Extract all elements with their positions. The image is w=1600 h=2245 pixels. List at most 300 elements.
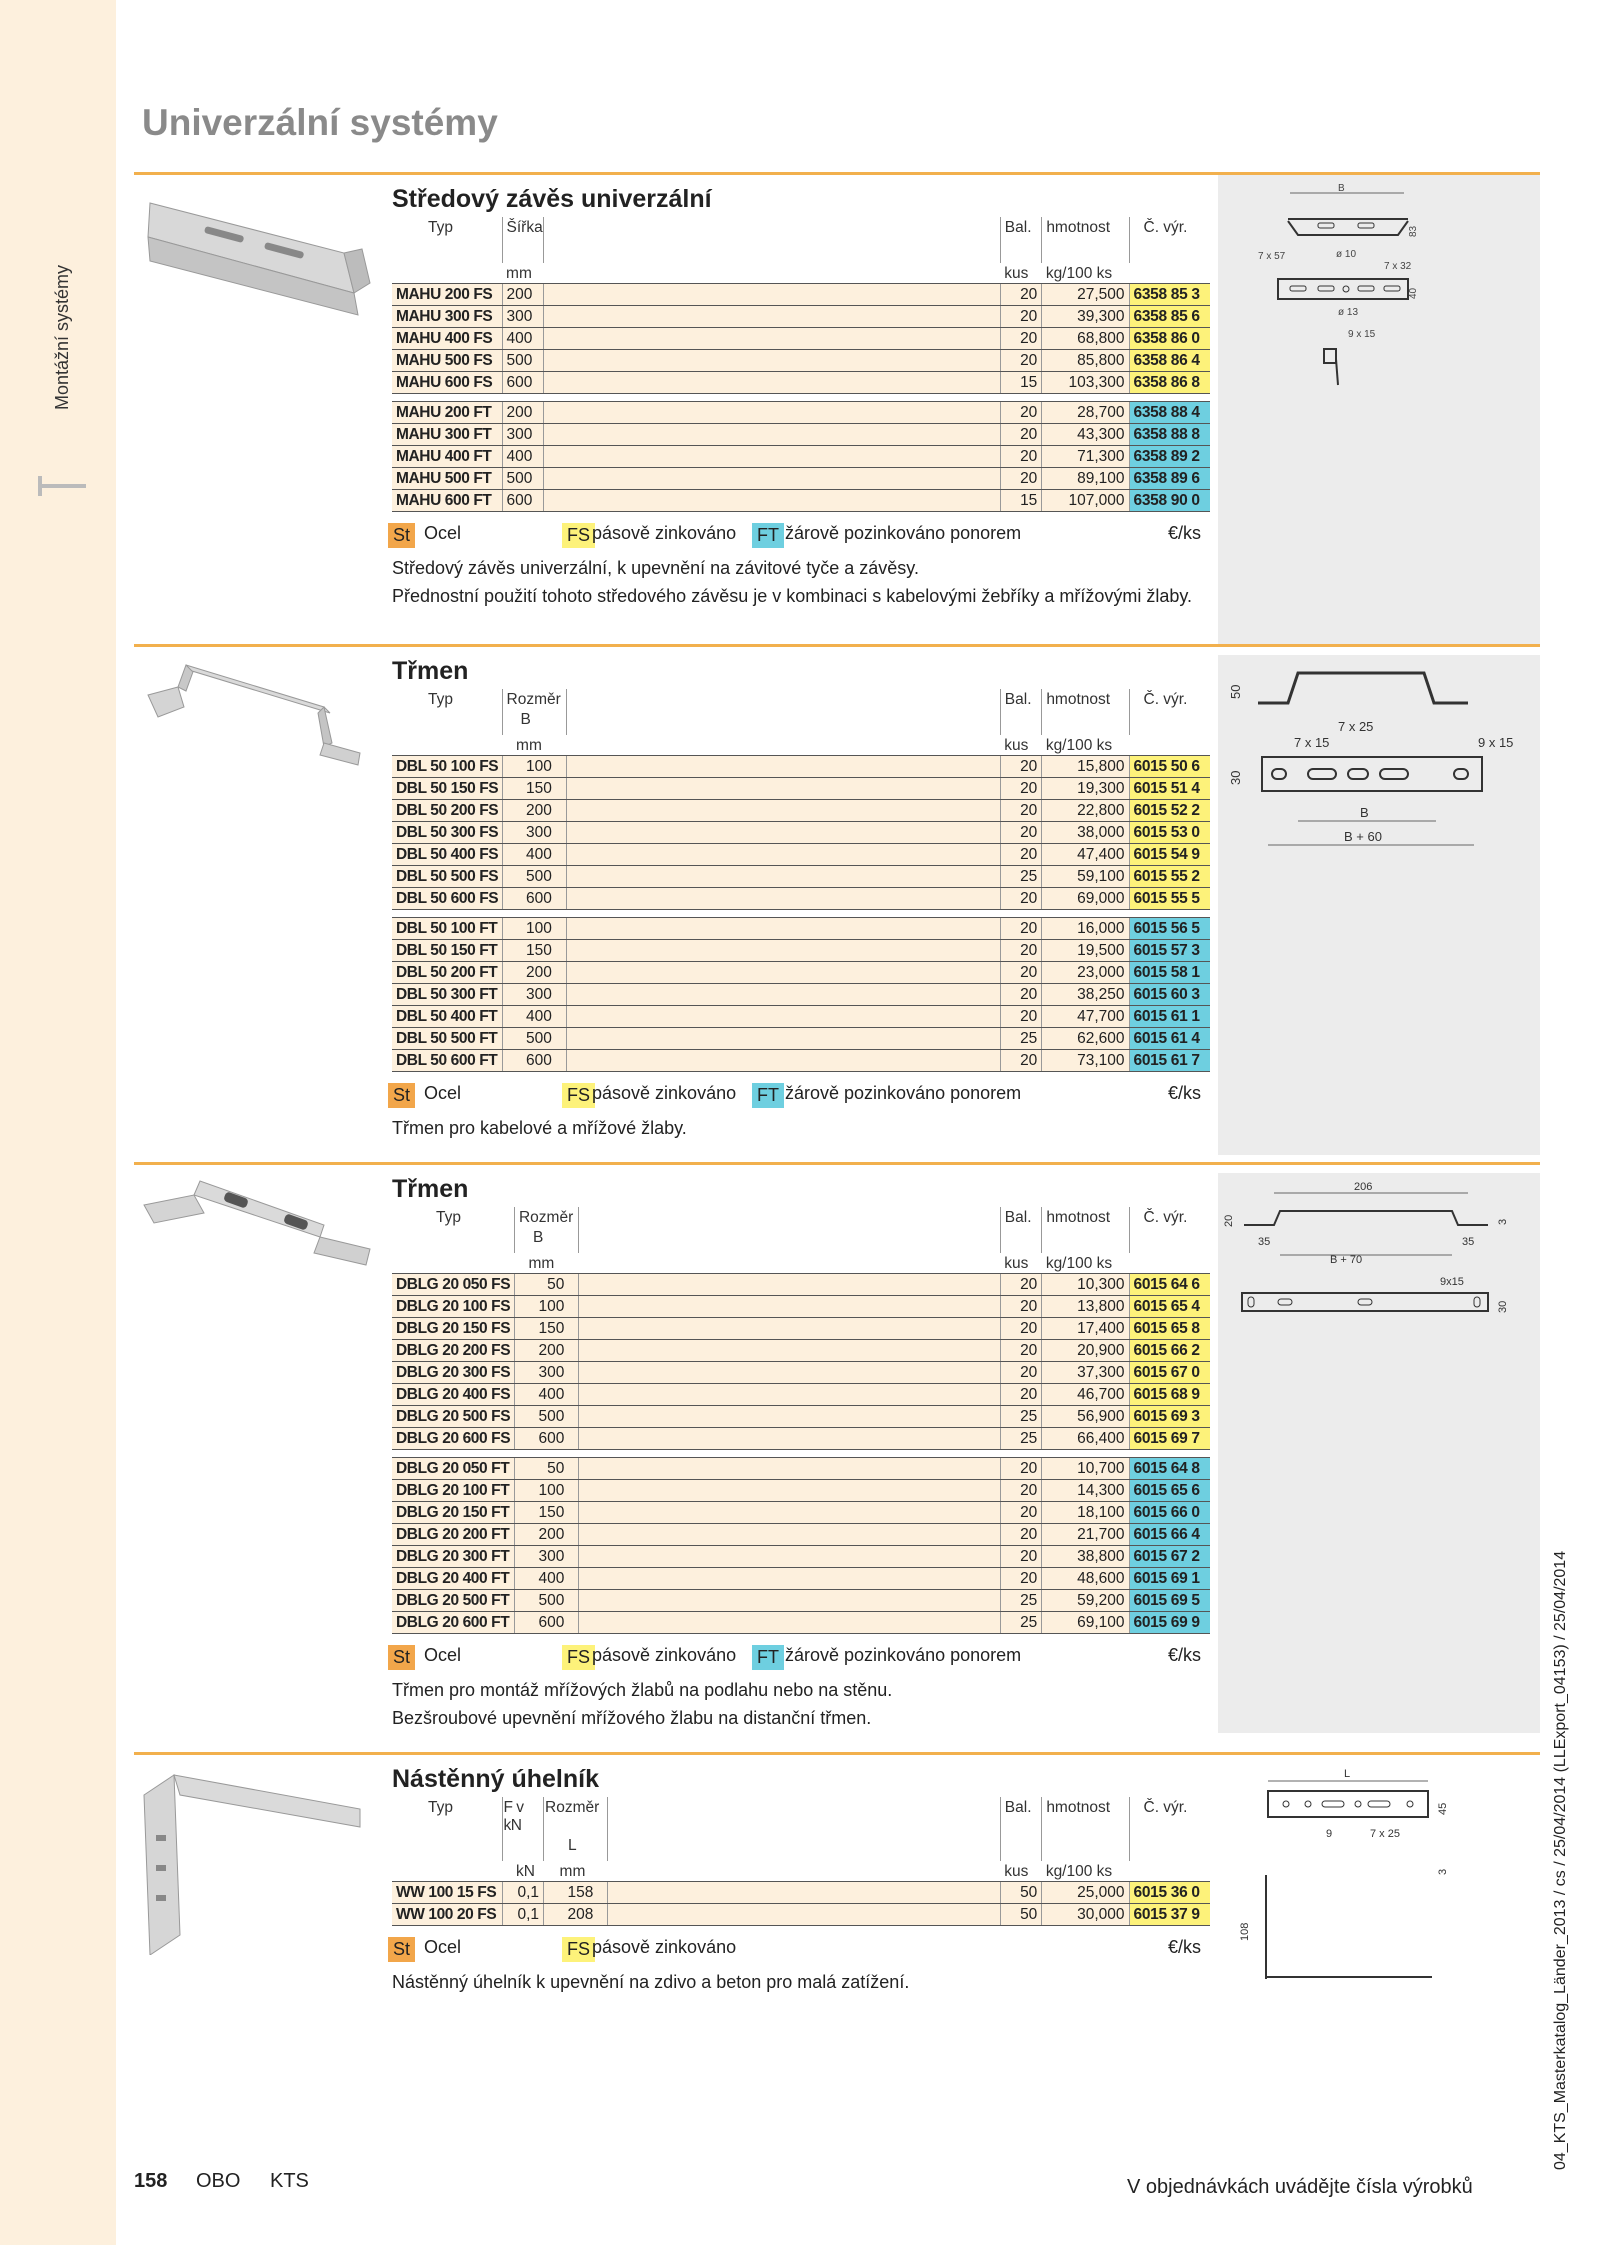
unit-bal: kus	[1000, 735, 1042, 756]
cell-bal: 25	[1000, 1590, 1042, 1612]
dim-83: 83	[1408, 225, 1419, 237]
cell-bal: 20	[1000, 350, 1042, 372]
cell-nr: 6015 67 2	[1129, 1546, 1210, 1568]
cell-dim: 500	[514, 1590, 578, 1612]
table-row	[392, 866, 1210, 888]
cell-bal: 20	[1000, 756, 1042, 778]
cell-dim: 300	[514, 1362, 578, 1384]
cell-typ: DBLG 20 050 FT	[392, 1458, 514, 1480]
cell-hm: 30,000	[1042, 1904, 1129, 1926]
dim-b60: B + 60	[1344, 829, 1382, 844]
cell-nr: 6358 85 3	[1129, 284, 1210, 306]
description-line: Třmen pro kabelové a mřížové žlaby.	[392, 1118, 687, 1138]
cell-nr: 6015 53 0	[1129, 822, 1210, 844]
cell-nr: 6015 68 9	[1129, 1384, 1210, 1406]
table-row	[392, 778, 1210, 800]
unit-f: kN	[502, 1861, 544, 1882]
cell-typ: DBLG 20 500 FS	[392, 1406, 514, 1428]
cell-bal: 20	[1000, 984, 1042, 1006]
cell-typ: DBLG 20 300 FT	[392, 1546, 514, 1568]
cell-hm: 85,800	[1042, 350, 1129, 372]
legend	[392, 1078, 1210, 1112]
spec-table	[392, 217, 1210, 512]
cell-hm: 21,700	[1042, 1524, 1129, 1546]
badge-fs: FS	[562, 1937, 595, 1962]
cell-typ: DBL 50 100 FT	[392, 918, 502, 940]
cell-nr: 6015 36 0	[1129, 1882, 1210, 1904]
table-row	[392, 1546, 1210, 1568]
cell-hm: 16,000	[1042, 918, 1129, 940]
cell-nr: 6015 52 2	[1129, 800, 1210, 822]
cell-hm: 47,400	[1042, 844, 1129, 866]
badge-st: St	[388, 1083, 415, 1108]
table-row	[392, 844, 1210, 866]
cell-dim: 600	[502, 888, 566, 910]
description	[392, 556, 1210, 608]
cell-nr: 6358 88 4	[1129, 402, 1210, 424]
cell-nr: 6015 37 9	[1129, 1904, 1210, 1926]
price-unit: €/ks	[1168, 1937, 1202, 1957]
cell-nr: 6015 56 5	[1129, 918, 1210, 940]
badge-fs: FS	[562, 1083, 595, 1108]
cell-nr: 6015 58 1	[1129, 962, 1210, 984]
cell-bal: 20	[1000, 822, 1042, 844]
cell-hm: 22,800	[1042, 800, 1129, 822]
cell-bal: 50	[1000, 1882, 1042, 1904]
dim-915: 9 x 15	[1348, 329, 1376, 340]
cell-hm: 38,250	[1042, 984, 1129, 1006]
table-row	[392, 918, 1210, 940]
cell-hm: 19,500	[1042, 940, 1129, 962]
cell-dim: 600	[502, 490, 544, 512]
table-row	[392, 1428, 1210, 1450]
spec-table	[392, 689, 1210, 1072]
cell-hm: 62,600	[1042, 1028, 1129, 1050]
col-typ: Typ	[428, 691, 453, 708]
cell-typ: DBLG 20 150 FT	[392, 1502, 514, 1524]
cell-hm: 37,300	[1042, 1362, 1129, 1384]
cell-nr: 6015 66 0	[1129, 1502, 1210, 1524]
cell-hm: 56,900	[1042, 1406, 1129, 1428]
cell-hm: 28,700	[1042, 402, 1129, 424]
cell-nr: 6358 85 6	[1129, 306, 1210, 328]
table-row	[392, 1612, 1210, 1634]
cell-hm: 103,300	[1042, 372, 1129, 394]
table-row	[392, 822, 1210, 844]
unit-hm: kg/100 ks	[1042, 1253, 1129, 1274]
legend-st-label: Ocel	[424, 1937, 462, 1957]
unit-bal: kus	[1000, 263, 1042, 284]
cell-typ: DBLG 20 100 FS	[392, 1296, 514, 1318]
cell-dim: 400	[502, 844, 566, 866]
table-row	[392, 1050, 1210, 1072]
table-row	[392, 962, 1210, 984]
col-hm: hmotnost	[1042, 689, 1129, 709]
dim-757: 7 x 57	[1258, 251, 1286, 262]
legend-st-label: Ocel	[424, 1645, 462, 1665]
unit-dim: mm	[502, 263, 544, 284]
cell-bal: 50	[1000, 1904, 1042, 1926]
cell-nr: 6015 55 5	[1129, 888, 1210, 910]
dim-915: 9x15	[1440, 1276, 1464, 1288]
table-row	[392, 1406, 1210, 1428]
col-nr: Č. výr.	[1129, 1207, 1210, 1227]
dim-45: 45	[1437, 1802, 1449, 1815]
cell-dim: 300	[514, 1546, 578, 1568]
cell-nr: 6358 88 8	[1129, 424, 1210, 446]
badge-fs: FS	[562, 523, 595, 548]
bracket-flat-photo-icon	[134, 1165, 380, 1295]
table-row	[392, 490, 1210, 512]
cell-dim: 600	[502, 372, 544, 394]
cell-typ: DBL 50 300 FS	[392, 822, 502, 844]
table-row	[392, 1006, 1210, 1028]
cell-typ: DBL 50 500 FS	[392, 866, 502, 888]
dim-30: 30	[1497, 1300, 1509, 1313]
cell-bal: 20	[1000, 918, 1042, 940]
description-line: Středový závěs univerzální, k upevnění na závitové tyče a závěsy.	[392, 558, 919, 578]
diagram-dblg	[1218, 1173, 1540, 1733]
cell-nr: 6015 61 4	[1129, 1028, 1210, 1050]
cell-typ: DBLG 20 200 FS	[392, 1340, 514, 1362]
cell-dim: 300	[502, 822, 566, 844]
description-line: Třmen pro montáž mřížových žlabů na podlahu nebo na stěnu.	[392, 1680, 893, 1700]
cell-bal: 20	[1000, 1340, 1042, 1362]
product-photo	[134, 1755, 380, 1960]
cell-hm: 59,200	[1042, 1590, 1129, 1612]
section-title: Třmen	[392, 1175, 469, 1203]
table-row	[392, 1568, 1210, 1590]
cell-bal: 20	[1000, 1568, 1042, 1590]
cell-hm: 38,000	[1042, 822, 1129, 844]
cell-typ: MAHU 400 FT	[392, 446, 502, 468]
cell-bal: 25	[1000, 1612, 1042, 1634]
table-row	[392, 1340, 1210, 1362]
cell-dim: 600	[514, 1428, 578, 1450]
cell-dim: 500	[514, 1406, 578, 1428]
cell-nr: 6015 66 2	[1129, 1340, 1210, 1362]
legend-ft-label: žárově pozinkováno ponorem	[785, 523, 1022, 543]
cell-typ: DBLG 20 300 FS	[392, 1362, 514, 1384]
cell-nr: 6015 61 7	[1129, 1050, 1210, 1072]
dim-9: 9	[1326, 1828, 1333, 1840]
cell-nr: 6358 89 2	[1129, 446, 1210, 468]
cell-typ: DBLG 20 150 FS	[392, 1318, 514, 1340]
legend-fs-label: pásově zinkováno	[592, 1645, 737, 1665]
cell-typ: DBL 50 400 FS	[392, 844, 502, 866]
cell-nr: 6015 64 8	[1129, 1458, 1210, 1480]
cell-bal: 20	[1000, 1524, 1042, 1546]
cell-hm: 18,100	[1042, 1502, 1129, 1524]
cell-dim: 50	[514, 1458, 578, 1480]
table-row	[392, 1524, 1210, 1546]
badge-st: St	[388, 1937, 415, 1962]
cell-dim: 400	[502, 1006, 566, 1028]
cell-bal: 15	[1000, 372, 1042, 394]
cell-hm: 66,400	[1042, 1428, 1129, 1450]
cell-typ: WW 100 20 FS	[392, 1904, 502, 1926]
cell-bal: 20	[1000, 888, 1042, 910]
cell-dim: 200	[502, 800, 566, 822]
cell-bal: 25	[1000, 1028, 1042, 1050]
cell-nr: 6015 65 4	[1129, 1296, 1210, 1318]
col-bal: Bal.	[1000, 217, 1042, 237]
table-row	[392, 940, 1210, 962]
cell-f: 0,1	[502, 1904, 544, 1926]
cell-nr: 6015 61 1	[1129, 1006, 1210, 1028]
cell-bal: 20	[1000, 1362, 1042, 1384]
cell-dim: 158	[544, 1882, 608, 1904]
unit-hm: kg/100 ks	[1042, 1861, 1129, 1882]
cell-dim: 500	[502, 468, 544, 490]
cell-hm: 13,800	[1042, 1296, 1129, 1318]
cell-bal: 20	[1000, 1050, 1042, 1072]
table-row	[392, 1362, 1210, 1384]
side-label: Montážní systémy	[52, 264, 72, 410]
table-row	[392, 1028, 1210, 1050]
cell-typ: DBL 50 600 FS	[392, 888, 502, 910]
cell-bal: 25	[1000, 1406, 1042, 1428]
cell-hm: 68,800	[1042, 328, 1129, 350]
table-row	[392, 306, 1210, 328]
cell-dim: 200	[514, 1524, 578, 1546]
cell-hm: 59,100	[1042, 866, 1129, 888]
col-dim-sub: B	[514, 1227, 578, 1253]
cell-bal: 20	[1000, 1458, 1042, 1480]
cell-dim: 300	[502, 424, 544, 446]
cell-typ: MAHU 200 FT	[392, 402, 502, 424]
cell-hm: 23,000	[1042, 962, 1129, 984]
cell-typ: DBLG 20 400 FT	[392, 1568, 514, 1590]
diagram-dbl	[1218, 655, 1540, 1155]
dim-50: 50	[1228, 684, 1243, 699]
legend-st-label: Ocel	[424, 1083, 462, 1103]
cell-bal: 20	[1000, 778, 1042, 800]
description	[392, 1116, 1210, 1140]
dim-108: 108	[1239, 1922, 1251, 1941]
table-row	[392, 1296, 1210, 1318]
dim-915-b: 9 x 15	[1478, 735, 1514, 750]
legend-fs-label: pásově zinkováno	[592, 523, 737, 543]
cell-nr: 6015 51 4	[1129, 778, 1210, 800]
cell-typ: DBLG 20 400 FS	[392, 1384, 514, 1406]
cell-bal: 20	[1000, 1296, 1042, 1318]
cell-nr: 6015 54 9	[1129, 844, 1210, 866]
section-ww	[134, 1752, 1540, 2052]
col-typ: Typ	[428, 1799, 453, 1816]
dim-725: 7 x 25	[1338, 719, 1374, 734]
cell-dim: 150	[502, 778, 566, 800]
cell-bal: 20	[1000, 800, 1042, 822]
cell-hm: 10,300	[1042, 1274, 1129, 1296]
table-row	[392, 984, 1210, 1006]
cell-hm: 107,000	[1042, 490, 1129, 512]
unit-dim: mm	[544, 1861, 608, 1882]
cell-dim: 500	[502, 350, 544, 372]
cell-dim: 200	[502, 962, 566, 984]
cell-nr: 6015 50 6	[1129, 756, 1210, 778]
dim-b70: B + 70	[1330, 1254, 1363, 1266]
cell-typ: DBLG 20 050 FS	[392, 1274, 514, 1296]
table-row	[392, 1480, 1210, 1502]
cell-nr: 6358 89 6	[1129, 468, 1210, 490]
cell-dim: 100	[514, 1480, 578, 1502]
cell-hm: 20,900	[1042, 1340, 1129, 1362]
cell-typ: DBL 50 200 FT	[392, 962, 502, 984]
cell-bal: 20	[1000, 328, 1042, 350]
unit-bal: kus	[1000, 1253, 1042, 1274]
section-title: Třmen	[392, 657, 469, 685]
table-row	[392, 800, 1210, 822]
cell-bal: 20	[1000, 1006, 1042, 1028]
table-row	[392, 468, 1210, 490]
cell-typ: DBL 50 200 FS	[392, 800, 502, 822]
cell-hm: 69,000	[1042, 888, 1129, 910]
cell-hm: 47,700	[1042, 1006, 1129, 1028]
cell-dim: 500	[502, 1028, 566, 1050]
cell-typ: WW 100 15 FS	[392, 1882, 502, 1904]
dim-20: 20	[1223, 1214, 1235, 1227]
cell-typ: DBLG 20 100 FT	[392, 1480, 514, 1502]
unit-hm: kg/100 ks	[1042, 735, 1129, 756]
cell-typ: MAHU 600 FS	[392, 372, 502, 394]
cell-hm: 14,300	[1042, 1480, 1129, 1502]
bracket-photo-icon	[134, 647, 380, 777]
cell-dim: 400	[514, 1568, 578, 1590]
col-typ: Typ	[436, 1209, 461, 1226]
cell-bal: 20	[1000, 1318, 1042, 1340]
legend-fs-label: pásově zinkováno	[592, 1937, 737, 1957]
cell-hm: 73,100	[1042, 1050, 1129, 1072]
dim-l: L	[1344, 1768, 1351, 1780]
table-row	[392, 888, 1210, 910]
cell-dim: 400	[514, 1384, 578, 1406]
table-row	[392, 402, 1210, 424]
cell-typ: DBL 50 100 FS	[392, 756, 502, 778]
cell-dim: 300	[502, 306, 544, 328]
footer-brand: OBO	[196, 2170, 241, 2192]
cell-nr: 6358 86 0	[1129, 328, 1210, 350]
dim-b: B	[1338, 183, 1345, 194]
cell-typ: MAHU 300 FS	[392, 306, 502, 328]
footer-section: KTS	[270, 2170, 309, 2192]
table-row	[392, 284, 1210, 306]
cell-dim: 150	[502, 940, 566, 962]
cell-typ: DBL 50 400 FT	[392, 1006, 502, 1028]
dim-b: B	[1360, 805, 1369, 820]
cell-dim: 600	[514, 1612, 578, 1634]
table-row	[392, 1882, 1210, 1904]
badge-st: St	[388, 523, 415, 548]
col-typ: Typ	[428, 219, 453, 236]
cell-hm: 25,000	[1042, 1882, 1129, 1904]
cell-dim: 150	[514, 1318, 578, 1340]
unit-bal: kus	[1000, 1861, 1042, 1882]
cell-dim: 400	[502, 328, 544, 350]
cell-bal: 20	[1000, 844, 1042, 866]
diagram-mahu	[1218, 175, 1540, 647]
cell-bal: 20	[1000, 468, 1042, 490]
description	[392, 1970, 1210, 1994]
badge-ft: FT	[752, 1083, 784, 1108]
cell-bal: 20	[1000, 306, 1042, 328]
cell-typ: DBLG 20 500 FT	[392, 1590, 514, 1612]
col-dim: Rozměr	[502, 689, 566, 709]
cell-nr: 6015 55 2	[1129, 866, 1210, 888]
col-bal: Bal.	[1000, 1797, 1042, 1835]
cell-hm: 48,600	[1042, 1568, 1129, 1590]
cell-typ: MAHU 500 FT	[392, 468, 502, 490]
description-line: Bezšroubové upevnění mřížového žlabu na distanční třmen.	[392, 1708, 872, 1728]
cell-bal: 20	[1000, 1274, 1042, 1296]
legend-fs-label: pásově zinkováno	[592, 1083, 737, 1103]
cell-hm: 69,100	[1042, 1612, 1129, 1634]
description-line: Přednostní použití tohoto středového závěsu je v kombinaci s kabelovými žebříky a mřížovými žlaby.	[392, 586, 1193, 606]
cell-bal: 20	[1000, 940, 1042, 962]
cell-f: 0,1	[502, 1882, 544, 1904]
table-row	[392, 372, 1210, 394]
price-unit: €/ks	[1168, 1645, 1202, 1665]
cell-dim: 100	[502, 756, 566, 778]
cell-dim: 300	[502, 984, 566, 1006]
diagram-ww	[1218, 1755, 1540, 2055]
cell-hm: 19,300	[1042, 778, 1129, 800]
legend-ft-label: žárově pozinkováno ponorem	[785, 1083, 1022, 1103]
dim-d10: ø 10	[1336, 249, 1357, 260]
cell-typ: DBLG 20 600 FS	[392, 1428, 514, 1450]
table-row	[392, 756, 1210, 778]
badge-st: St	[388, 1645, 415, 1670]
col-dim-sub: L	[544, 1835, 608, 1861]
cell-dim: 500	[502, 866, 566, 888]
cell-dim: 100	[502, 918, 566, 940]
legend-ft-label: žárově pozinkováno ponorem	[785, 1645, 1022, 1665]
product-photo	[134, 175, 380, 350]
cell-dim: 400	[502, 446, 544, 468]
table-row	[392, 328, 1210, 350]
cell-hm: 27,500	[1042, 284, 1129, 306]
product-photo	[134, 647, 380, 782]
cell-dim: 100	[514, 1296, 578, 1318]
unit-hm: kg/100 ks	[1042, 263, 1129, 284]
cell-bal: 20	[1000, 1546, 1042, 1568]
side-marker-icon	[38, 484, 86, 488]
col-f: F v kN	[502, 1797, 544, 1835]
cell-nr: 6015 57 3	[1129, 940, 1210, 962]
cell-typ: DBLG 20 200 FT	[392, 1524, 514, 1546]
description-line: Nástěnný úhelník k upevnění na zdivo a beton pro malá zatížení.	[392, 1972, 910, 1992]
cell-bal: 20	[1000, 402, 1042, 424]
dim-d13: ø 13	[1338, 307, 1359, 318]
product-photo	[134, 1165, 380, 1300]
dim-3: 3	[1437, 1868, 1449, 1875]
dim-3: 3	[1497, 1218, 1509, 1225]
cell-nr: 6015 66 4	[1129, 1524, 1210, 1546]
angle-bracket-photo-icon	[134, 1755, 380, 1955]
cell-hm: 89,100	[1042, 468, 1129, 490]
cell-bal: 25	[1000, 866, 1042, 888]
table-row	[392, 1274, 1210, 1296]
dim-30: 30	[1228, 770, 1243, 785]
spec-table	[392, 1797, 1210, 1926]
cell-dim: 208	[544, 1904, 608, 1926]
footer-note: V objednávkách uvádějte čísla výrobků	[1127, 2176, 1473, 2198]
table-row	[392, 424, 1210, 446]
cell-nr: 6015 69 3	[1129, 1406, 1210, 1428]
col-hm: hmotnost	[1042, 1207, 1129, 1227]
badge-fs: FS	[562, 1645, 595, 1670]
cell-bal: 20	[1000, 1502, 1042, 1524]
